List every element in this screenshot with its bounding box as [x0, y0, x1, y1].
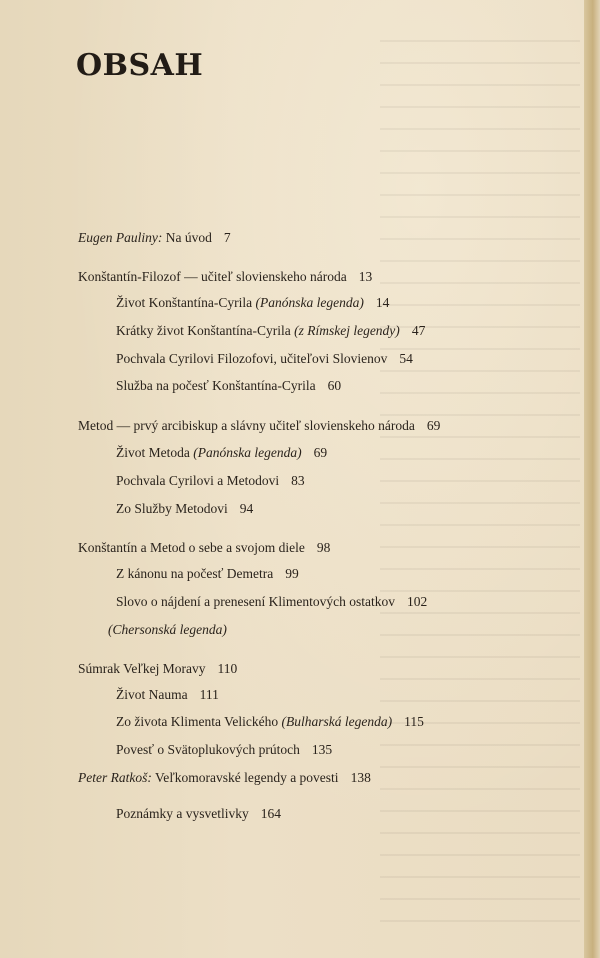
toc-entry — [108, 622, 227, 638]
toc-entry-text: (z Rímskej legendy) — [294, 323, 400, 338]
toc-entry-text: Konštantín-Filozof — učiteľ slovienskeho národa — [78, 269, 347, 284]
toc-page-number: 54 — [399, 351, 413, 366]
toc-page-number: 102 — [406, 594, 428, 609]
toc-page-number: 99 — [285, 566, 299, 581]
toc-entry-text: Zo Služby Metodovi — [116, 501, 228, 516]
toc-page-number: 111 — [199, 687, 219, 702]
toc-page-number: 60 — [327, 378, 342, 393]
toc-entry — [78, 661, 237, 677]
toc-entry-text: Slovo o nájdení a prenesení Klimentových ostatkov — [116, 594, 395, 609]
page-edge — [584, 0, 600, 958]
toc-entry — [116, 473, 305, 489]
toc-page-number: 110 — [217, 661, 238, 676]
page-title: OBSAH — [76, 48, 204, 83]
toc-entry-text: (Panónska legenda) — [193, 445, 302, 460]
toc-entry — [116, 687, 219, 703]
toc-entry — [116, 323, 425, 339]
toc-entry-text: Služba na počesť Konštantína-Cyrila — [116, 378, 316, 393]
toc-entry — [78, 540, 330, 556]
toc-page-number: 7 — [223, 230, 231, 245]
toc-page-number: 135 — [311, 742, 333, 757]
toc-entry — [116, 351, 413, 367]
toc-entry — [78, 770, 371, 786]
toc-entry-text: Život Nauma — [116, 687, 188, 702]
toc-entry-text: Krátky život Konštantína-Cyrila — [116, 323, 295, 338]
toc-entry-text: Povesť o Svätoplukových prútoch — [116, 742, 300, 757]
toc-entry-text: Peter Ratkoš: — [78, 770, 152, 785]
toc-entry-text: Veľkomoravské legendy a povesti — [151, 770, 339, 785]
toc-entry-text: Z kánonu na počesť Demetra — [116, 566, 274, 581]
bleed-through-texture — [380, 40, 580, 940]
toc-entry — [78, 230, 231, 246]
toc-entry-text: (Chersonská legenda) — [108, 622, 227, 637]
toc-page-number: 13 — [358, 269, 373, 284]
toc-entry — [116, 295, 389, 311]
toc-entry-text: Zo života Klimenta Velického — [116, 714, 282, 729]
toc-entry — [78, 269, 372, 285]
toc-entry-text: Život Metoda — [116, 445, 194, 460]
toc-entry-text: Pochvala Cyrilovi Filozofovi, učiteľovi Slovienov — [116, 351, 388, 366]
toc-entry-text: Eugen Pauliny: — [78, 230, 163, 245]
toc-entry — [78, 418, 440, 434]
toc-page-number: 98 — [316, 540, 331, 555]
toc-page-number: 83 — [291, 473, 305, 488]
toc-entry-text: Konštantín a Metod o sebe a svojom diele — [78, 540, 305, 555]
toc-entry — [116, 806, 281, 822]
toc-entry — [116, 714, 424, 730]
toc-entry — [116, 501, 253, 517]
toc-entry-text: Pochvala Cyrilovi a Metodovi — [116, 473, 280, 488]
toc-page-number: 69 — [426, 418, 441, 433]
toc-entry-text: Na úvod — [162, 230, 212, 245]
toc-entry-text: Súmrak Veľkej Moravy — [78, 661, 206, 676]
toc-page-number: 138 — [350, 770, 371, 785]
toc-entry-text: Život Konštantína-Cyrila — [116, 295, 256, 310]
toc-entry — [116, 594, 427, 610]
toc-entry — [116, 445, 327, 461]
toc-entry-text: Metod — prvý arcibiskup a slávny učiteľ slovienskeho národa — [78, 418, 415, 433]
toc-entry — [116, 378, 341, 394]
toc-entry-text: (Panónska legenda) — [255, 295, 364, 310]
toc-entry-text: Poznámky a vysvetlivky — [116, 806, 249, 821]
toc-entry — [116, 742, 332, 758]
toc-entry — [116, 566, 299, 582]
toc-page-number: 115 — [404, 714, 424, 729]
toc-page-number: 47 — [411, 323, 426, 338]
toc-page-number: 164 — [260, 806, 281, 821]
toc-page-number: 94 — [239, 501, 254, 516]
toc-page-number: 14 — [375, 295, 390, 310]
toc-page-number: 69 — [313, 445, 328, 460]
toc-entry-text: (Bulharská legenda) — [281, 714, 393, 729]
